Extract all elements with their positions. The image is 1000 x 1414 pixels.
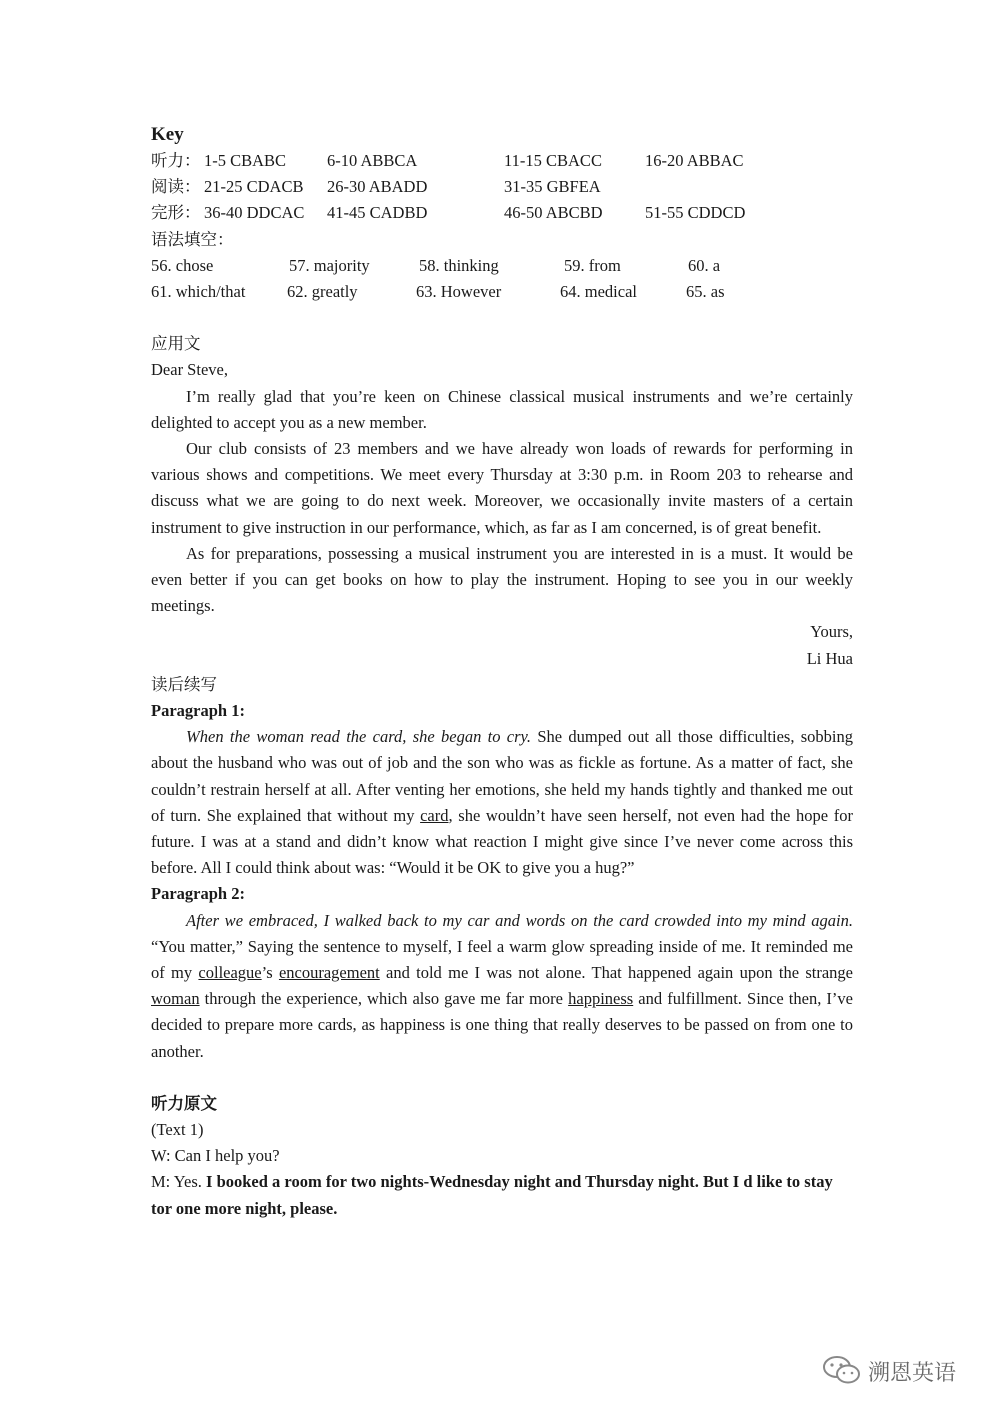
letter-salutation: Dear Steve, — [151, 360, 228, 380]
key-row-reading — [151, 174, 853, 200]
letter-paragraph: I’m really glad that you’re keen on Chinese classical musical instruments and we’re certainly delighted to accept you as a new member. — [151, 386, 853, 432]
key-answer: 11-15 CBACC — [504, 151, 602, 170]
paragraph-2-text: and fulfillment. Since then, I’ve decided to prepare more cards, as happiness is one thing that really deserves to be passed on from one to another. — [151, 989, 853, 1061]
underlined-word: encouragement — [278, 963, 380, 983]
underlined-word: card — [420, 805, 449, 825]
paragraph-1-heading: Paragraph 1: — [151, 700, 245, 720]
key-answer: 31-35 GBFEA — [504, 177, 601, 197]
grammar-row — [151, 253, 853, 279]
paragraph-2-text: and told me I was not alone. That happened again upon the strange — [379, 963, 853, 983]
underlined-word: colleague — [198, 963, 262, 983]
paragraph-2-heading: Paragraph 2: — [151, 884, 245, 904]
key-answer: 51-55 CDDCD — [645, 203, 746, 223]
speaker-prefix: M: Yes. — [151, 1172, 207, 1192]
document-page — [151, 122, 853, 1222]
key-answer: 26-30 ABADD — [327, 177, 428, 197]
watermark — [822, 1352, 972, 1388]
grammar-answer: 63. However — [416, 281, 502, 301]
paragraph-2-lead: After we embraced, I walked back to my car and words on the card crowded into my mind again. — [186, 910, 853, 930]
paragraph-1-lead: When the woman read the card, she began to cry. — [186, 727, 532, 747]
key-answer: 21-25 CDACB — [204, 177, 304, 197]
grammar-answer: 57. majority — [289, 255, 370, 275]
grammar-answer: 59. from — [564, 255, 621, 275]
key-row-label: 听力： — [151, 151, 201, 170]
section-title-letter: 应用文 — [151, 334, 201, 354]
grammar-label: 语法填空： — [151, 229, 234, 249]
letter-signature: Li Hua — [806, 648, 853, 668]
paragraph-2-text: “You matter,” Saying the sentence to myself, I feel a warm glow spreading inside of me. It reminded me of my — [151, 936, 853, 983]
transcript-bold-text: I booked a room for two nights-Wednesday night and Thursday night. But I d like to stay tor one more night, please. — [151, 1172, 833, 1218]
key-row-label: 阅读： — [151, 177, 201, 197]
wechat-icon — [822, 1354, 862, 1386]
section-title-transcript: 听力原文 — [151, 1093, 217, 1113]
underlined-word: happiness — [568, 989, 634, 1009]
paragraph-1-body — [151, 724, 853, 881]
transcript-text-label: (Text 1) — [151, 1120, 204, 1140]
letter-closing: Yours, — [810, 622, 853, 642]
key-row-label: 完形： — [151, 203, 201, 223]
grammar-answer: 58. thinking — [419, 255, 499, 275]
paragraph-2-body — [151, 908, 853, 1065]
paragraph-1-text: She dumped out all those difficulties, sobbing about the husband who was out of job and the son who was as fickle as fortune. As a matter of fact, she couldn’t restrain herself at all. After venting her emotions, she held my hands tightly and thanked me out of turn. She explained that without my — [151, 727, 853, 825]
key-answer: 1-5 CBABC — [204, 151, 287, 170]
watermark-text: 溯恩英语 — [868, 1361, 957, 1386]
key-answer: 41-45 CADBD — [327, 203, 428, 223]
grammar-answer: 60. a — [688, 255, 721, 275]
transcript-line-m — [151, 1169, 853, 1221]
underlined-word: woman — [151, 989, 200, 1009]
transcript-line-w: W: Can I help you? — [151, 1146, 280, 1166]
key-answer: 16-20 ABBAC — [645, 151, 744, 170]
paragraph-1-text: , she wouldn’t have seen herself, not even had the hope for future. I was at a stand and didn’t know what reaction I might give since I’ve never come across this before. All I could think about was: “Would it be OK to give you a hug?” — [151, 805, 853, 878]
paragraph-2-text: through the experience, which also gave me far more — [199, 989, 569, 1009]
letter-paragraph: As for preparations, possessing a musical instrument you are interested in is a must. It would be even better if you can get books on how to play the instrument. Hoping to see you in our weekly meetings. — [151, 543, 853, 616]
grammar-answer: 62. greatly — [287, 281, 358, 301]
letter-paragraph: Our club consists of 23 members and we have already won loads of rewards for performing in various shows and competitions. We meet every Thursday at 3:30 p.m. in Room 203 to rehearse and discuss what we are going to do next week. Moreover, we occasionally invite masters of a certain instrument to give instruction in our performance, which, as far as I am concerned, is of great benefit. — [151, 438, 853, 537]
paragraph-2-text: ’s — [261, 963, 279, 983]
grammar-answer: 64. medical — [560, 281, 637, 301]
key-title: Key — [151, 124, 184, 145]
key-answer: 6-10 ABBCA — [327, 151, 418, 170]
key-answer: 36-40 DDCAC — [204, 203, 305, 223]
key-answer: 46-50 ABCBD — [504, 203, 603, 223]
key-row-listening — [151, 148, 853, 174]
grammar-row — [151, 279, 853, 305]
grammar-answer: 65. as — [686, 281, 725, 301]
grammar-answer: 61. which/that — [151, 281, 246, 301]
grammar-answer: 56. chose — [151, 255, 214, 275]
section-title-continuation: 读后续写 — [151, 674, 217, 694]
key-row-cloze — [151, 200, 853, 226]
